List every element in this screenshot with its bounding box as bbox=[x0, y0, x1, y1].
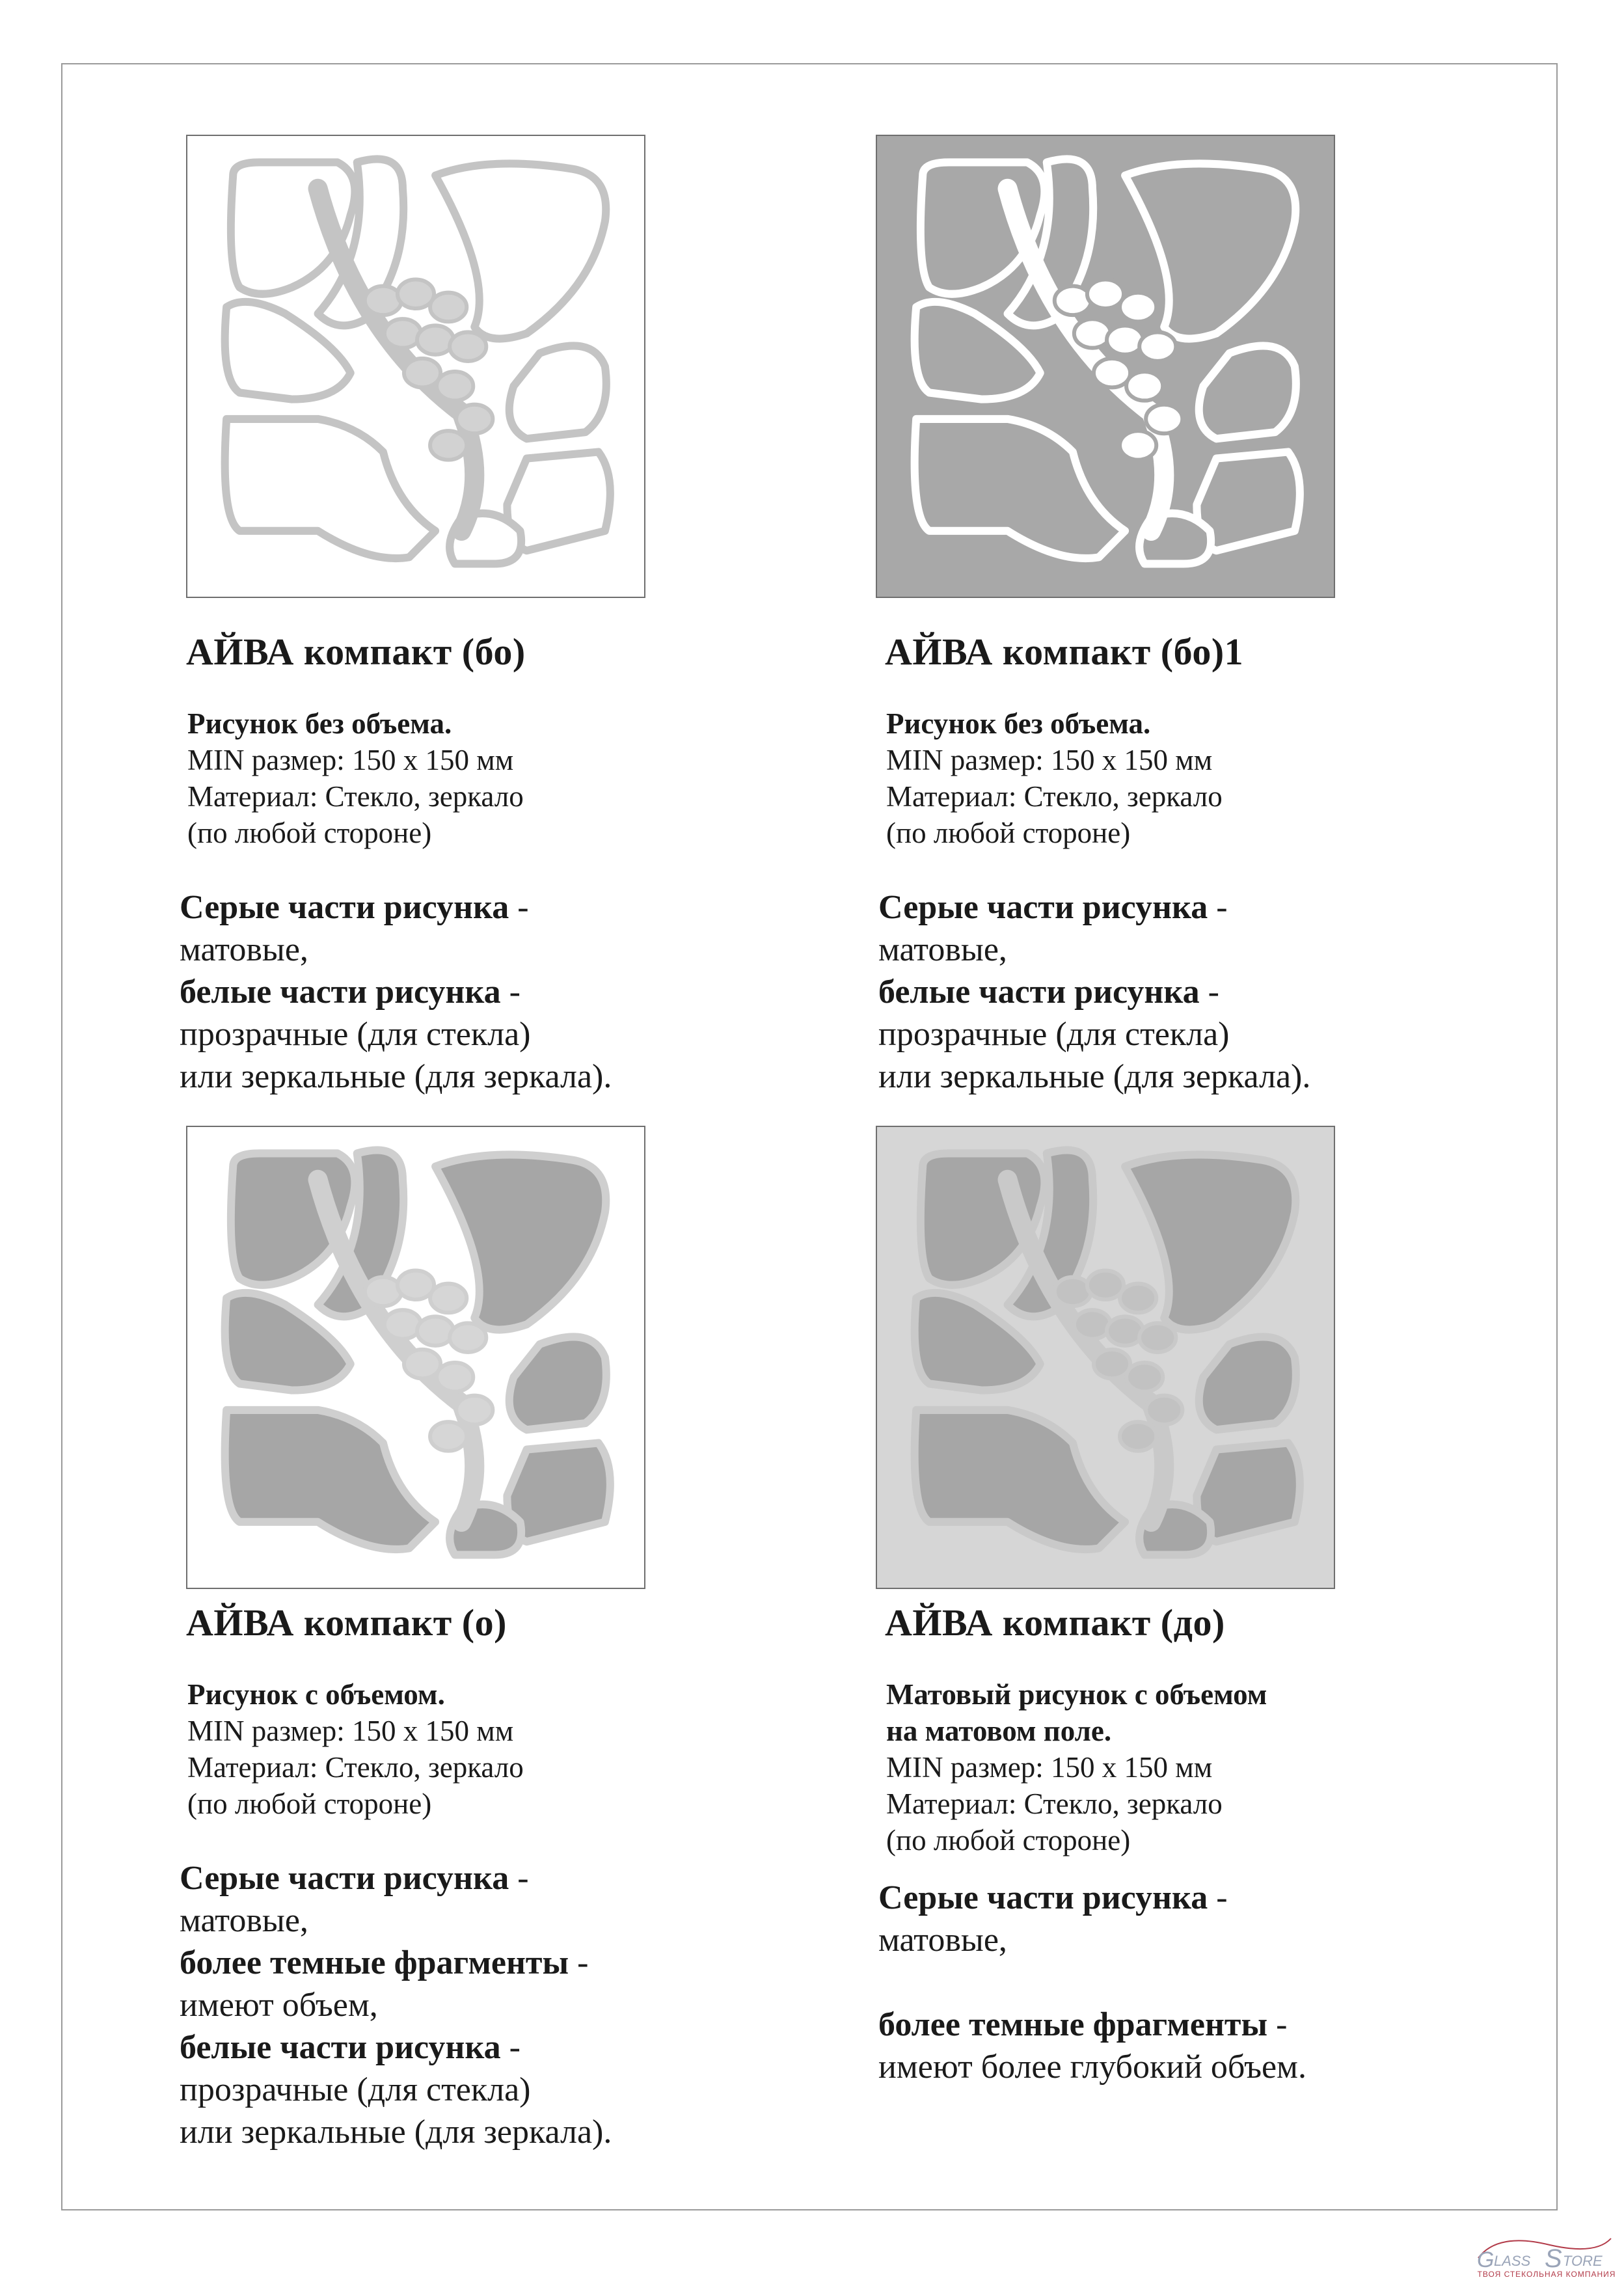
card-spec bbox=[187, 705, 524, 851]
seed-shape bbox=[1074, 1310, 1111, 1339]
card-title: АЙВА компакт (бо) bbox=[186, 631, 526, 673]
spec-line: MIN размер: 150 х 150 мм bbox=[886, 744, 1213, 776]
spec-line: (по любой стороне) bbox=[886, 1824, 1131, 1856]
seed-shape bbox=[430, 1284, 467, 1313]
description-line bbox=[180, 929, 612, 971]
description-line bbox=[180, 971, 612, 1013]
card-title: АЙВА компакт (бо)1 bbox=[885, 631, 1244, 673]
seed-shape bbox=[1146, 405, 1182, 434]
description-text: - bbox=[500, 2029, 521, 2066]
description-text: или зеркальные (для зеркала). bbox=[878, 1058, 1311, 1095]
seed-shape bbox=[1055, 286, 1091, 316]
card-spec bbox=[886, 1676, 1267, 1858]
description-line bbox=[180, 1899, 612, 1942]
spec-line: Рисунок без объема. bbox=[886, 707, 1151, 740]
description-line bbox=[878, 1961, 1306, 2004]
description-text: имеют более глубокий объем. bbox=[878, 2048, 1306, 2086]
description-line bbox=[878, 1013, 1310, 1055]
description-line bbox=[180, 1013, 612, 1055]
seed-shape bbox=[1139, 332, 1176, 361]
description-text: прозрачные (для стекла) bbox=[878, 1016, 1230, 1053]
seed-shape bbox=[437, 1363, 473, 1392]
description-line bbox=[180, 1857, 612, 1899]
design-tile-o bbox=[186, 1126, 645, 1589]
card-spec bbox=[187, 1676, 524, 1822]
description-text: или зеркальные (для зеркала). bbox=[180, 2114, 612, 2151]
spec-line: Материал: Стекло, зеркало bbox=[886, 1788, 1223, 1820]
logo-tagline: ТВОЯ СТЕКОЛЬНАЯ КОМПАНИЯ bbox=[1477, 2270, 1616, 2279]
card-title: АЙВА компакт (до) bbox=[885, 1601, 1225, 1644]
description-bold: белые части рисунка bbox=[180, 2029, 501, 2066]
description-line bbox=[878, 886, 1310, 929]
seed-shape bbox=[1139, 1323, 1176, 1352]
spec-line: (по любой стороне) bbox=[886, 817, 1131, 849]
seed-shape bbox=[1120, 1422, 1156, 1451]
seed-shape bbox=[417, 1316, 453, 1346]
description-bold: белые части рисунка bbox=[878, 973, 1200, 1011]
spec-line: Материал: Стекло, зеркало bbox=[187, 1751, 524, 1784]
seed-shape bbox=[385, 1310, 421, 1339]
spec-line: MIN размер: 150 х 150 мм bbox=[886, 1751, 1213, 1784]
seed-shape bbox=[456, 405, 493, 434]
seed-shape bbox=[1107, 1316, 1143, 1346]
card-description bbox=[180, 886, 612, 1098]
card-description bbox=[878, 886, 1310, 1098]
spec-line: Рисунок без объема. bbox=[187, 707, 452, 740]
description-text: имеют объем, bbox=[180, 1987, 378, 2024]
spec-line: Материал: Стекло, зеркало bbox=[886, 780, 1223, 813]
svg-text:S: S bbox=[1545, 2244, 1562, 2273]
description-line bbox=[878, 2046, 1306, 2088]
spec-line: Рисунок с объемом. bbox=[187, 1678, 445, 1711]
description-line bbox=[180, 2069, 612, 2111]
description-bold: Серые части рисунка bbox=[878, 889, 1208, 926]
seed-shape bbox=[430, 1422, 467, 1451]
description-text: - bbox=[1267, 2006, 1288, 2043]
seed-shape bbox=[1126, 372, 1163, 401]
description-line bbox=[878, 971, 1310, 1013]
description-bold: более темные фрагменты bbox=[180, 1944, 569, 1981]
svg-text:LASS: LASS bbox=[1494, 2253, 1531, 2269]
description-line bbox=[180, 1984, 612, 2026]
seed-shape bbox=[1146, 1396, 1182, 1425]
description-line bbox=[878, 2004, 1306, 2046]
quince-ornament bbox=[877, 1127, 1334, 1588]
description-bold: Серые части рисунка bbox=[180, 1860, 509, 1897]
svg-text:TORE: TORE bbox=[1563, 2253, 1603, 2269]
design-tile-bo bbox=[186, 135, 645, 598]
description-line bbox=[878, 1055, 1310, 1098]
description-text: - bbox=[1208, 1879, 1228, 1916]
description-text: матовые, bbox=[180, 1902, 308, 1939]
seed-shape bbox=[450, 332, 486, 361]
seed-shape bbox=[456, 1396, 493, 1425]
description-line bbox=[180, 2026, 612, 2069]
description-line bbox=[180, 886, 612, 929]
description-text: матовые, bbox=[878, 931, 1007, 968]
seed-shape bbox=[1107, 325, 1143, 355]
seed-shape bbox=[450, 1323, 486, 1352]
seed-shape bbox=[1074, 319, 1111, 348]
spec-line: MIN размер: 150 х 150 мм bbox=[187, 744, 514, 776]
description-line bbox=[180, 1055, 612, 1098]
design-tile-bo1 bbox=[876, 135, 1335, 598]
description-text: прозрачные (для стекла) bbox=[180, 2071, 531, 2108]
design-tile-do bbox=[876, 1126, 1335, 1589]
description-text: матовые, bbox=[878, 1922, 1007, 1959]
description-text: - bbox=[1208, 889, 1228, 926]
description-line bbox=[878, 929, 1310, 971]
card-description bbox=[878, 1877, 1306, 2088]
seed-shape bbox=[365, 286, 401, 316]
description-text: или зеркальные (для зеркала). bbox=[180, 1058, 612, 1095]
description-line bbox=[180, 1942, 612, 1984]
description-line bbox=[878, 1877, 1306, 1919]
seed-shape bbox=[1120, 1284, 1156, 1313]
description-text: - bbox=[1199, 973, 1219, 1011]
seed-shape bbox=[430, 431, 467, 460]
spec-line: Матовый рисунок с объемом bbox=[886, 1678, 1267, 1711]
seed-shape bbox=[417, 325, 453, 355]
seed-shape bbox=[365, 1277, 401, 1307]
seed-shape bbox=[1120, 431, 1156, 460]
description-text: прозрачные (для стекла) bbox=[180, 1016, 531, 1053]
quince-ornament bbox=[877, 136, 1334, 597]
seed-shape bbox=[1055, 1277, 1091, 1307]
seed-shape bbox=[1126, 1363, 1163, 1392]
quince-ornament bbox=[187, 1127, 644, 1588]
spec-line: Материал: Стекло, зеркало bbox=[187, 780, 524, 813]
seed-shape bbox=[385, 319, 421, 348]
description-bold: более темные фрагменты bbox=[878, 2006, 1268, 2043]
description-text: матовые, bbox=[180, 931, 308, 968]
description-text: - bbox=[500, 973, 521, 1011]
quince-ornament bbox=[187, 136, 644, 597]
seed-shape bbox=[1120, 293, 1156, 322]
spec-line: MIN размер: 150 х 150 мм bbox=[187, 1715, 514, 1747]
seed-shape bbox=[437, 372, 473, 401]
description-line bbox=[180, 2111, 612, 2153]
description-text: - bbox=[569, 1944, 589, 1981]
card-spec bbox=[886, 705, 1223, 851]
description-bold: Серые части рисунка bbox=[180, 889, 509, 926]
spec-line: (по любой стороне) bbox=[187, 1788, 432, 1820]
description-text: - bbox=[509, 1860, 529, 1897]
description-bold: Серые части рисунка bbox=[878, 1879, 1208, 1916]
card-description bbox=[180, 1857, 612, 2153]
description-bold: белые части рисунка bbox=[180, 973, 501, 1011]
card-title: АЙВА компакт (о) bbox=[186, 1601, 507, 1644]
description-line bbox=[878, 1919, 1306, 1961]
description-text: - bbox=[509, 889, 529, 926]
spec-line: (по любой стороне) bbox=[187, 817, 432, 849]
spec-line: на матовом поле. bbox=[886, 1715, 1112, 1747]
svg-text:G: G bbox=[1477, 2248, 1495, 2272]
seed-shape bbox=[430, 293, 467, 322]
